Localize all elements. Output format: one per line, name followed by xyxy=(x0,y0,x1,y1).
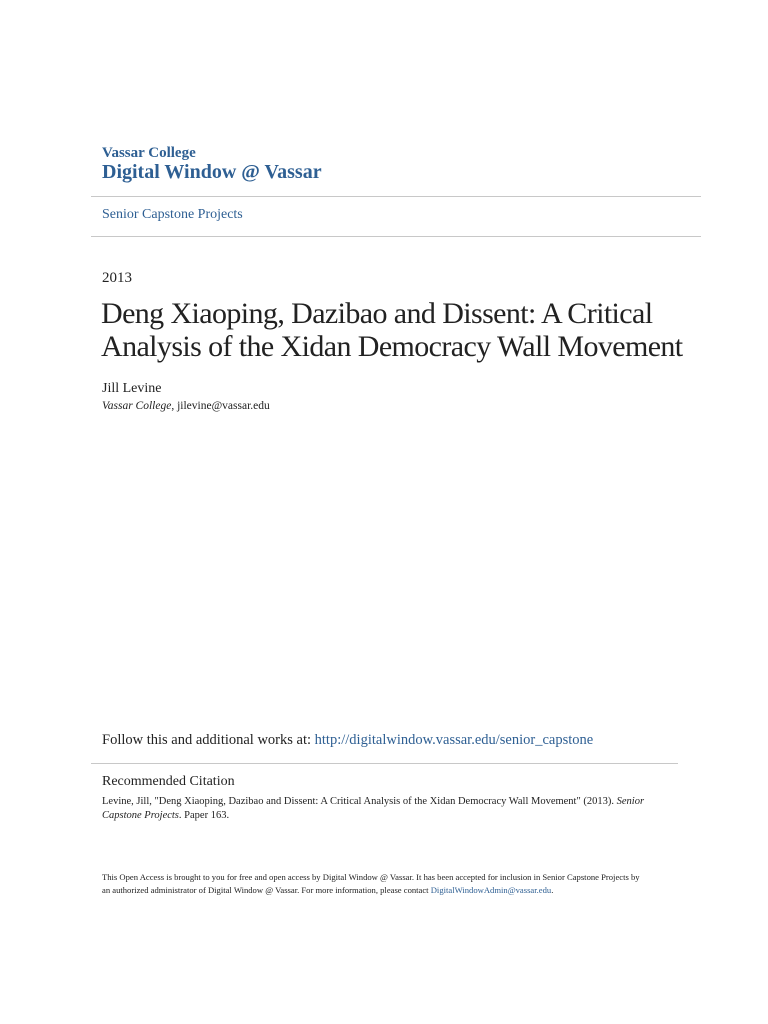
follow-label: Follow this and additional works at: xyxy=(102,732,315,748)
recommended-citation-heading: Recommended Citation xyxy=(102,774,235,789)
follow-line xyxy=(102,732,593,749)
repository-link[interactable]: Digital Window @ Vassar xyxy=(102,161,322,183)
citation-body: Levine, Jill, "Deng Xiaoping, Dazibao and Dissent: A Critical Analysis of the Xidan Democracy Wall Movement" (2013). xyxy=(102,796,617,807)
citation-series: Senior Capstone Projects xyxy=(102,796,645,821)
author-email: jilevine@vassar.edu xyxy=(177,400,270,412)
author-name: Jill Levine xyxy=(102,381,162,396)
header-divider-top xyxy=(91,196,701,197)
institution-name: Vassar College xyxy=(102,145,196,161)
header-divider-bottom xyxy=(91,236,701,237)
follow-url-link[interactable]: http://digitalwindow.vassar.edu/senior_capstone xyxy=(314,732,594,748)
author-affiliation xyxy=(102,400,270,412)
open-access-notice xyxy=(102,871,647,897)
citation-tail: . Paper 163. xyxy=(178,810,230,821)
paper-title-line-1: Deng Xiaoping, Dazibao and Dissent: A Critical xyxy=(101,297,653,330)
paper-title-line-2: Analysis of the Xidan Democracy Wall Movement xyxy=(101,330,683,363)
notice-end: . xyxy=(551,885,554,895)
citation-text xyxy=(102,795,647,823)
paper-title xyxy=(101,297,721,363)
collection-link[interactable]: Senior Capstone Projects xyxy=(102,207,243,222)
affiliation-separator: , xyxy=(171,400,178,412)
citation-divider xyxy=(91,763,678,764)
publication-year: 2013 xyxy=(102,270,132,286)
contact-email-link[interactable]: DigitalWindowAdmin@vassar.edu xyxy=(430,885,552,895)
affiliation-institution: Vassar College xyxy=(102,400,172,412)
notice-body: This Open Access is brought to you for free and open access by Digital Window @ Vassar. It has been accepted for inclusion in Senior Capstone Projects by an authorized administrator of Digital Window @ Vassar. For more information, please contact xyxy=(102,872,640,895)
